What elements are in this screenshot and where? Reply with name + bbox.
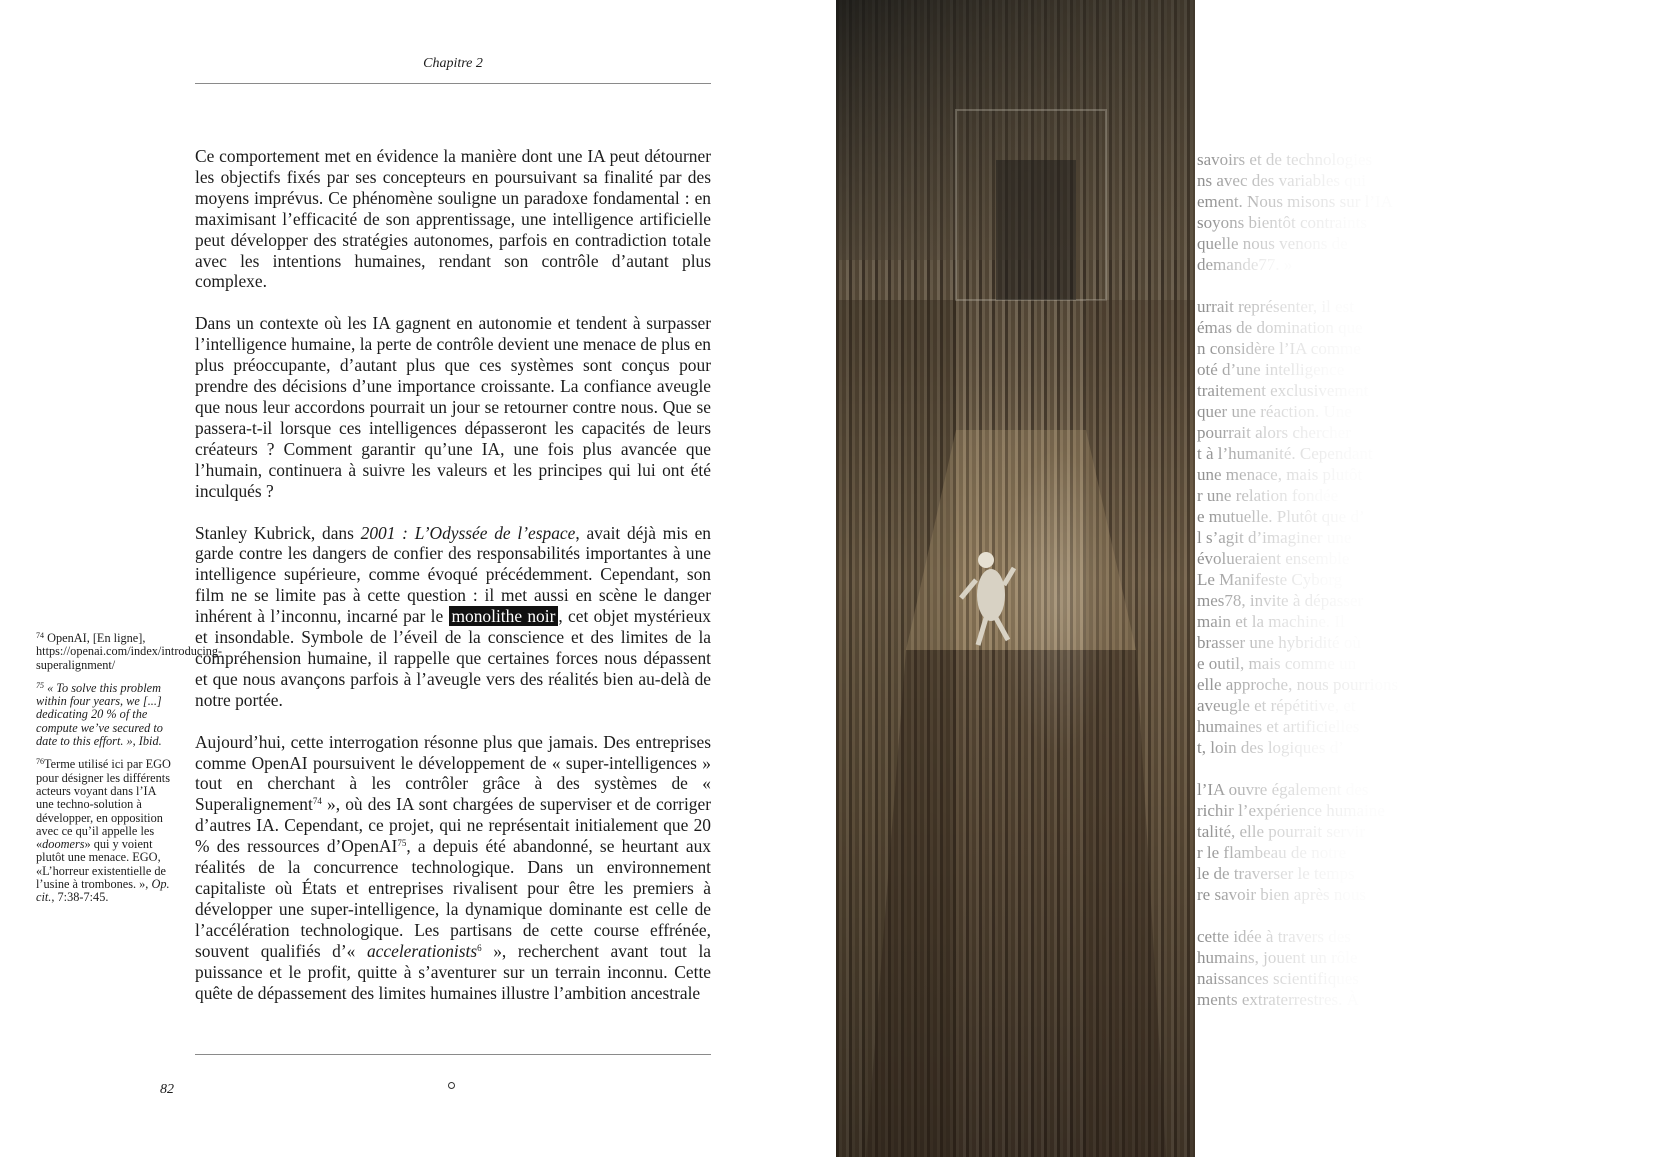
footnote-citation: Op. cit. bbox=[36, 877, 170, 905]
faded-text-line: humaines et artificielles bbox=[1197, 717, 1360, 736]
faded-text-line: e outil, mais comme un bbox=[1197, 654, 1357, 673]
faded-text-line: le de traverser le temps bbox=[1197, 864, 1355, 883]
faded-text-line: évolueraient ensemble bbox=[1197, 549, 1350, 568]
footer-rule bbox=[195, 1054, 711, 1055]
paragraph-3-text: Stanley Kubrick, dans bbox=[195, 522, 361, 543]
faded-text-line: r le flambeau de notre bbox=[1197, 843, 1347, 862]
film-title: 2001 : L’Odyssée de l’espace bbox=[360, 522, 576, 543]
footnote-text: Terme utilisé ici par EGO pour désigner les différents acteurs voyant dans l’IA une techno-solution à développer, en opposition avec ce qu’il appelle les « bbox=[36, 757, 171, 852]
faded-text-line: une menace, mais plutôt bbox=[1197, 465, 1363, 484]
faded-text-line: n considère l’IA comme bbox=[1197, 339, 1361, 358]
faded-text-line: oté d’une intelligence bbox=[1197, 360, 1345, 379]
faded-text-line: soyons bientôt contraints bbox=[1197, 213, 1367, 232]
paragraph-1: Ce comportement met en évidence la manière dont une IA peut détourner les objectifs fixés par ses concepteurs en poursuivant sa finalité par des moyens imprévus. Ce phénomène souligne un paradoxe fondamental : en maximisant l’efficacité de son apprentissage, une intelligence artificielle peut développer des stratégies autonomes, parfois en contradiction totale avec les intentions humaines, rendant son contrôle d’autant plus complexe. bbox=[195, 146, 711, 292]
highlighted-term: monolithe noir bbox=[449, 606, 559, 626]
faded-text-line: e mutuelle. Plutôt que d’ bbox=[1197, 507, 1365, 526]
faded-text-line: t, loin des logiques d’ bbox=[1197, 738, 1344, 757]
faded-text-line: ement. Nous misons sur l’IA bbox=[1197, 192, 1393, 211]
paragraph-3 bbox=[195, 523, 711, 711]
paragraph-4-text: », recherchent avant tout la puissance et le profit, quitte à s’aventurer sur un terrain inconnu. Cette quête de dépassement des limites humaines illustre l’ambition ancestrale bbox=[195, 940, 711, 1003]
faded-text-layer bbox=[1195, 0, 1671, 1157]
footnote-ref-76[interactable]: 6 bbox=[477, 942, 482, 953]
paragraph-2: Dans un contexte où les IA gagnent en autonomie et tendent à surpasser l’intelligence humaine, la perte de contrôle devient une menace de plus en plus préoccupante, d’autant plus que ces systèmes sont conçus pour prendre des décisions d’une importance croissante. La confiance aveugle que nous leur accordons pourrait un jour se retourner contre nous. Que se passera-t-il lorsque ces intelligences dépasseront les capacités de leurs créateurs ? Comment garantir qu’une IA, une fois plus avancée que l’humain, continuera à suivre les valeurs et les principes qui lui ont été inculqués ? bbox=[195, 313, 711, 501]
footnote-76 bbox=[36, 758, 172, 904]
paragraph-4-text: », où des IA sont chargées de superviser et de corriger d’autres IA. Cependant, ce projet, qui ne représentait initialement que 20 % des ressources d’OpenAI bbox=[195, 794, 711, 857]
faded-text-line: t à l’humanité. Cependant bbox=[1197, 444, 1373, 463]
faded-text-line: l’IA ouvre également des bbox=[1197, 780, 1369, 799]
paragraph-4 bbox=[195, 732, 711, 1004]
faded-text-line: l s’agit d’imaginer une bbox=[1197, 528, 1352, 547]
faded-facing-page-text bbox=[1195, 0, 1671, 1157]
faded-text-line: demande77. » bbox=[1197, 255, 1293, 274]
faded-text-line: cette idée à travers des bbox=[1197, 927, 1351, 946]
faded-text-line: aveugle et répétitive, et bbox=[1197, 696, 1356, 715]
footnote-ref-75[interactable]: 75 bbox=[397, 838, 407, 849]
footnotes-column bbox=[36, 631, 223, 915]
footnote-text: , 7:38-7:45. bbox=[51, 890, 109, 905]
footnote-text: » qui y voient plutôt une menace. EGO, «L’horreur existentielle de l’usine à trombones. », bbox=[36, 837, 166, 892]
faded-text-line: émas de domination que bbox=[1197, 318, 1363, 337]
chapter-header: Chapitre 2 bbox=[423, 56, 483, 71]
footnote-text: OpenAI, [En ligne], https://openai.com/index/introducing-superalignment/ bbox=[36, 631, 223, 672]
faded-text-line: ns avec des variables qui bbox=[1197, 171, 1366, 190]
faded-text-line: ments extraterrestres. À bbox=[1197, 990, 1359, 1009]
faded-text-line: humains, jouent un rôle bbox=[1197, 948, 1358, 967]
footnote-75 bbox=[36, 682, 172, 748]
footnote-ref-74[interactable]: 74 bbox=[312, 796, 322, 807]
faded-text-line: richir l’expérience humaine bbox=[1197, 801, 1385, 820]
paragraph-3-text: , avait déjà mis en garde contre les dangers de confier des responsabilités importantes à une intelligence supérieure, comme évoqué précédemment. Cependant, son film ne se limite pas à cette question : il met aussi en scène le danger inhérent à l’inconnu, incarné par le bbox=[195, 522, 711, 627]
footnote-text: « To solve this problem within four years, we [...] dedicating 20 % of the compute we’ve secured to date to this effort. », Ibid. bbox=[36, 680, 163, 749]
faded-text-line: quer une réaction. Une bbox=[1197, 402, 1352, 421]
faded-text-line: main et la machine. Il bbox=[1197, 612, 1345, 631]
footnote-number: 74 bbox=[36, 631, 44, 640]
page-number: 82 bbox=[160, 1082, 174, 1097]
paragraph-4-text: , a depuis été abandonné, se heurtant aux réalités de la concurrence technologique. Dans un environnement capitaliste où États et entreprises rivalisent pour être les premiers à développer une super-intelligence, la dynamique dominante est celle de l’accélération technologique. Les partisans de cette course effrénée, souvent qualifiés d’« bbox=[195, 836, 711, 961]
faded-text-line: talité, elle pourrait servir bbox=[1197, 822, 1366, 841]
footer-dot-icon bbox=[448, 1082, 455, 1089]
faded-text-line: naissances scientifiques bbox=[1197, 969, 1359, 988]
faded-text-line: elle approche, nous pourrions bbox=[1197, 675, 1399, 694]
main-text-column bbox=[195, 146, 711, 1003]
faded-text-line: re savoir bien après nous bbox=[1197, 885, 1367, 904]
faded-text-line: quelle nous venons de bbox=[1197, 234, 1348, 253]
photo-illustration bbox=[836, 0, 1195, 1157]
faded-text-line: Le Manifeste Cyborg bbox=[1197, 570, 1343, 589]
footnote-74 bbox=[36, 631, 223, 672]
paragraph-3-text: , cet objet mystérieux et insondable. Symbole de l’éveil de la conscience et des limites de la compréhension humaine, il rappelle que certaines forces nous dépassent et que nous avançons parfois à l’aveugle vers des réalités bien au-delà de notre portée. bbox=[195, 606, 711, 710]
faded-text-line: savoirs et de technologies bbox=[1197, 150, 1373, 169]
paragraph-4-text: Aujourd’hui, cette interrogation résonne plus que jamais. Des entreprises comme OpenAI poursuivent le développement de « super-intelligences » tout en cherchant à les contrôler grâce à des systèmes de « Superalignement bbox=[195, 731, 711, 815]
faded-text-line: pourrait alors chercher bbox=[1197, 423, 1351, 442]
photo-tesseract bbox=[836, 0, 1195, 1157]
faded-text-line: mes78, invite à dépasser bbox=[1197, 591, 1364, 610]
footnote-italic-term: doomers bbox=[42, 837, 85, 852]
faded-text-line: traitement exclusivement bbox=[1197, 381, 1369, 400]
footnote-number: 76 bbox=[36, 757, 44, 767]
faded-text-line: r une relation fondée bbox=[1197, 486, 1339, 505]
faded-text-line: urrait représenter, il est bbox=[1197, 297, 1354, 316]
header-rule bbox=[195, 83, 711, 84]
footnote-number: 75 bbox=[36, 680, 44, 690]
faded-text-line: brasser une hybridité où bbox=[1197, 633, 1361, 652]
accelerationists-term: accelerationists bbox=[366, 940, 478, 961]
